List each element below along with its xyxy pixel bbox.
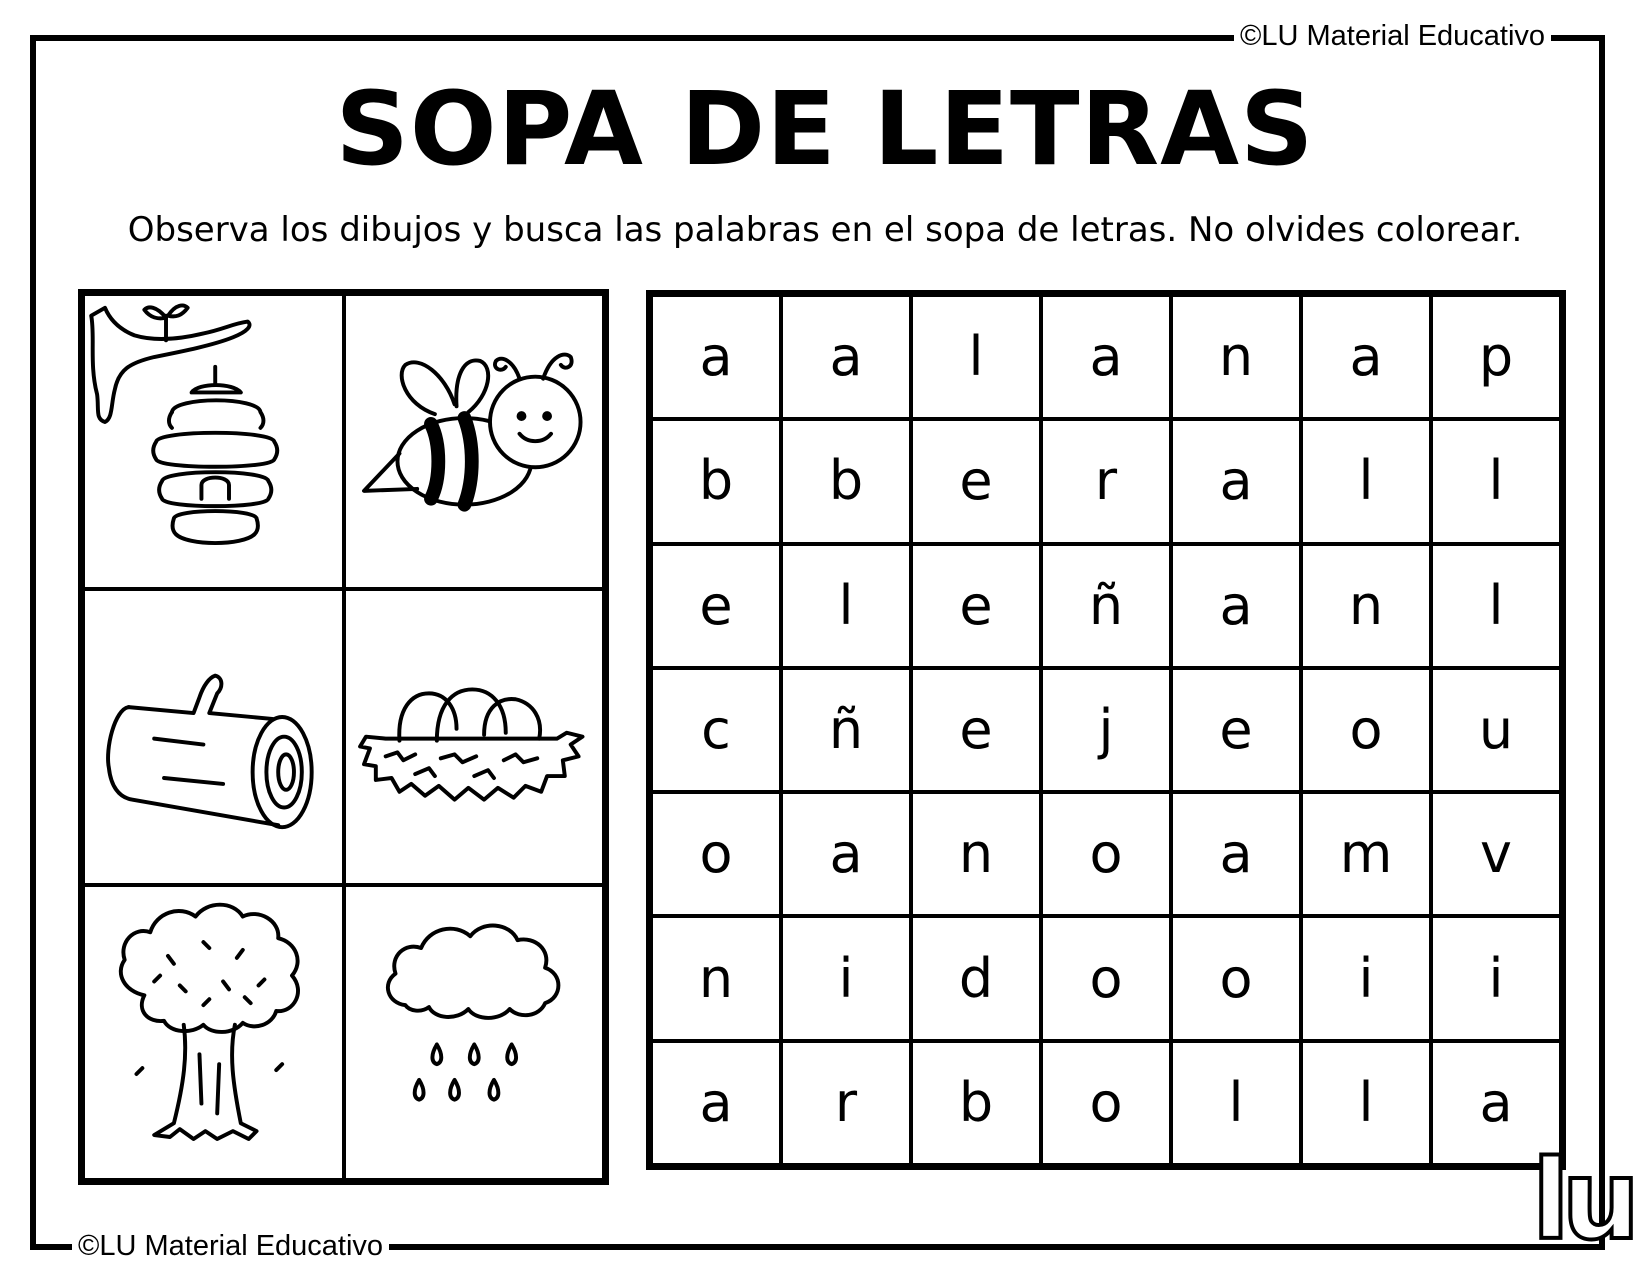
picture-cell-tree <box>83 885 344 1180</box>
letter-cell: e <box>911 544 1041 668</box>
picture-cell-beehive <box>83 294 344 589</box>
letter-cell: c <box>651 668 781 792</box>
letter-cell: b <box>651 419 781 543</box>
picture-cell-rain <box>344 885 605 1180</box>
letter-cell: l <box>1301 1041 1431 1165</box>
letter-cell: ñ <box>1041 544 1171 668</box>
letter-cell: e <box>911 668 1041 792</box>
letter-cell: l <box>1431 544 1561 668</box>
letter-cell: n <box>1301 544 1431 668</box>
word-search-grid <box>646 290 1566 1170</box>
copyright-bottom: ©LU Material Educativo <box>72 1230 389 1262</box>
letter-cell: n <box>651 916 781 1040</box>
letter-cell: j <box>1041 668 1171 792</box>
letter-cell: e <box>1171 668 1301 792</box>
letter-cell: m <box>1301 792 1431 916</box>
log-icon <box>85 591 342 882</box>
letter-cell: a <box>651 295 781 419</box>
letter-cell: a <box>651 1041 781 1165</box>
letter-cell: o <box>1041 792 1171 916</box>
letter-cell: i <box>1301 916 1431 1040</box>
instructions: Observa los dibujos y busca las palabras en el sopa de letras. No olvides colorear. <box>127 210 1523 250</box>
page-title: SOPA DE LETRAS <box>335 70 1315 189</box>
svg-text:lu: lu <box>1532 1136 1633 1264</box>
letter-cell: n <box>1171 295 1301 419</box>
letter-cell: v <box>1431 792 1561 916</box>
letter-cell: a <box>1171 419 1301 543</box>
picture-cell-nest <box>344 589 605 884</box>
tree-icon <box>85 887 342 1178</box>
letter-cell: i <box>781 916 911 1040</box>
letter-cell: a <box>1171 792 1301 916</box>
letter-cell: i <box>1431 916 1561 1040</box>
letter-cell: n <box>911 792 1041 916</box>
letter-cell: a <box>781 295 911 419</box>
letter-cell: l <box>781 544 911 668</box>
beehive-icon <box>85 296 342 587</box>
letter-cell: l <box>1301 419 1431 543</box>
letter-cell: r <box>1041 419 1171 543</box>
picture-panel <box>78 289 609 1185</box>
copyright-top: ©LU Material Educativo <box>1234 20 1551 52</box>
letter-cell: l <box>1431 419 1561 543</box>
picture-cell-bee <box>344 294 605 589</box>
letter-cell: p <box>1431 295 1561 419</box>
bee-icon <box>346 296 603 587</box>
letter-cell: a <box>1431 1041 1561 1165</box>
letter-cell: l <box>911 295 1041 419</box>
letter-cell: e <box>911 419 1041 543</box>
letter-cell: b <box>781 419 911 543</box>
letter-cell: ñ <box>781 668 911 792</box>
letter-cell: a <box>1041 295 1171 419</box>
letter-cell: o <box>1041 1041 1171 1165</box>
rain-cloud-icon <box>346 887 603 1178</box>
letter-cell: b <box>911 1041 1041 1165</box>
picture-cell-log <box>83 589 344 884</box>
letter-cell: a <box>1301 295 1431 419</box>
letter-cell: r <box>781 1041 911 1165</box>
lu-logo <box>1520 1136 1633 1264</box>
letter-cell: a <box>781 792 911 916</box>
letter-cell: u <box>1431 668 1561 792</box>
letter-cell: l <box>1171 1041 1301 1165</box>
letter-cell: e <box>651 544 781 668</box>
letter-cell: d <box>911 916 1041 1040</box>
letter-cell: o <box>1301 668 1431 792</box>
nest-icon <box>346 591 603 882</box>
letter-cell: o <box>1171 916 1301 1040</box>
letter-cell: a <box>1171 544 1301 668</box>
letter-cell: o <box>1041 916 1171 1040</box>
letter-cell: o <box>651 792 781 916</box>
